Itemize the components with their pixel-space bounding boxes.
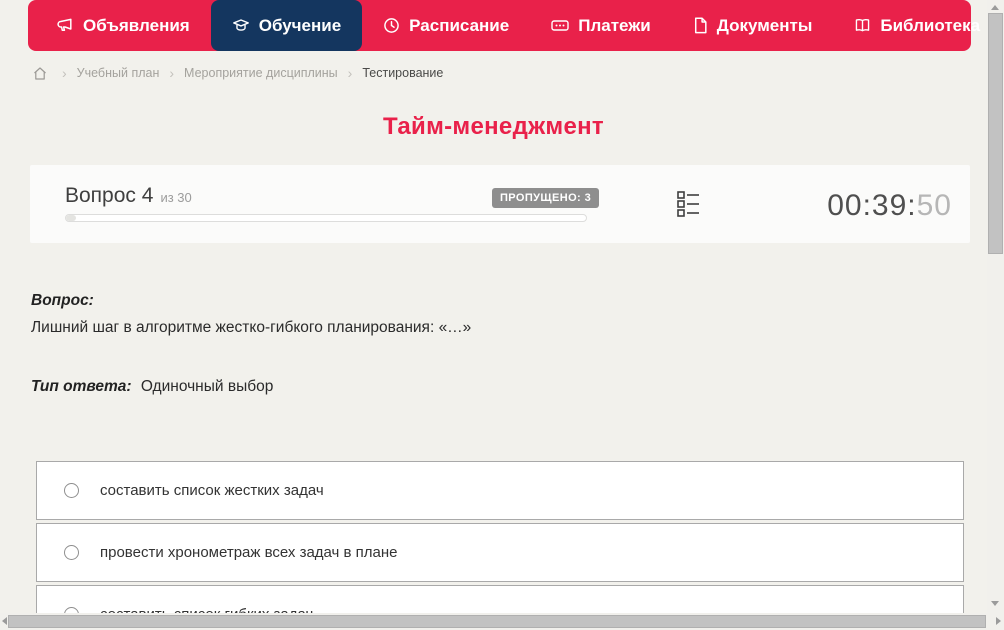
breadcrumb-separator: › (169, 65, 175, 81)
breadcrumb-separator: › (347, 65, 353, 81)
nav-item-documents[interactable] (672, 0, 834, 51)
question-text: Лишний шаг в алгоритме жестко-гибкого планирования: «…» (31, 319, 472, 336)
scroll-down-arrow-icon[interactable] (991, 601, 999, 606)
nav-item-label: Платежи (578, 15, 651, 35)
question-of-total: из 30 (160, 190, 192, 205)
radio-button[interactable] (64, 545, 79, 560)
graduation-cap-icon (232, 17, 250, 34)
nav-item-learning[interactable] (211, 0, 362, 51)
answer-option[interactable] (36, 461, 964, 520)
quiz-header-card (30, 165, 970, 243)
question-block (31, 292, 961, 337)
scroll-left-arrow-icon[interactable] (2, 617, 7, 625)
vertical-scrollbar-thumb[interactable] (988, 13, 1003, 254)
main-nav (28, 0, 981, 51)
question-list-icon[interactable] (673, 189, 701, 224)
horizontal-scrollbar-thumb[interactable] (8, 615, 986, 628)
answer-type-value: Одиночный выбор (140, 378, 274, 395)
question-label: Вопрос: (31, 292, 94, 309)
skipped-badge: ПРОПУЩЕНО: 3 (492, 188, 599, 208)
scroll-up-arrow-icon[interactable] (991, 5, 999, 10)
breadcrumb-testing: Тестирование (362, 66, 444, 80)
quiz-timer (827, 189, 952, 223)
answer-type-row (31, 378, 273, 396)
radio-button[interactable] (64, 483, 79, 498)
breadcrumb-curriculum[interactable]: Учебный план (76, 66, 160, 80)
page-title: Тайм-менеджмент (383, 113, 604, 140)
breadcrumb-discipline-event[interactable]: Мероприятие дисциплины (184, 66, 338, 80)
nav-item-label: Расписание (409, 15, 510, 35)
nav-item-label: Документы (716, 15, 813, 35)
question-number: Вопрос 4 (65, 184, 154, 207)
document-icon (693, 17, 708, 34)
megaphone-icon (57, 17, 74, 34)
timer-hours-minutes: 00:39: (827, 189, 917, 222)
nav-item-schedule[interactable] (362, 0, 530, 51)
nav-item-library[interactable] (833, 0, 1004, 51)
quiz-progress-fill (66, 215, 76, 221)
book-icon (854, 17, 871, 34)
horizontal-scrollbar[interactable] (0, 613, 1004, 630)
answer-type-label: Тип ответа: (31, 378, 132, 395)
nav-item-label: Библиотека (880, 15, 981, 35)
nav-item-label: Обучение (258, 15, 342, 35)
answer-label: провести хронометраж всех задач в плане (100, 544, 398, 561)
nav-item-announcements[interactable] (36, 0, 211, 51)
home-icon[interactable] (32, 66, 48, 81)
breadcrumb (32, 63, 443, 83)
banknote-icon (551, 17, 569, 34)
breadcrumb-separator: › (62, 65, 67, 81)
clock-icon (383, 17, 400, 34)
vertical-scrollbar[interactable] (987, 0, 1004, 613)
nav-item-label: Объявления (83, 15, 190, 35)
quiz-progress-bar (65, 214, 587, 222)
answer-option[interactable] (36, 523, 964, 582)
scroll-right-arrow-icon[interactable] (996, 617, 1001, 625)
question-counter (65, 184, 192, 208)
answer-label: составить список жестких задач (100, 482, 324, 499)
nav-item-payments[interactable] (530, 0, 672, 51)
timer-seconds: 50 (916, 189, 952, 222)
